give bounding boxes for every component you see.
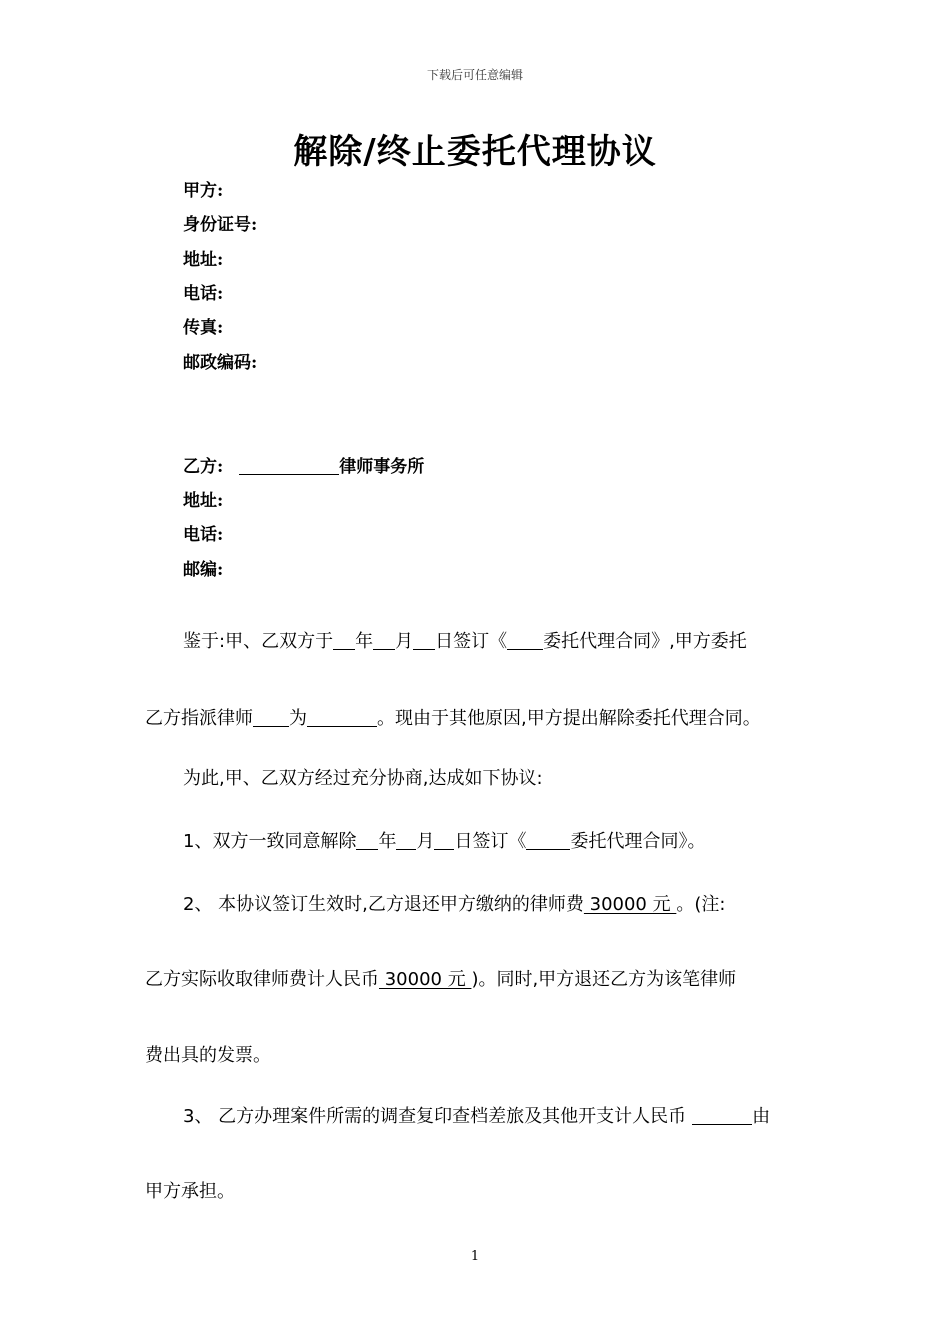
year-blank — [356, 831, 378, 850]
clause-text: 。(注: — [676, 894, 726, 915]
month-blank — [373, 631, 395, 650]
contract-type-blank — [526, 831, 570, 850]
clause-text: 委托代理合同》。 — [570, 831, 706, 852]
party-b-phone-label: 电话: — [183, 525, 224, 545]
firm-name-blank — [239, 457, 339, 475]
clause-text: 1、双方一致同意解除 — [183, 831, 357, 852]
party-a-phone-label: 电话: — [183, 284, 224, 304]
year-label: 年 — [378, 831, 397, 852]
clause-2-line-3: 费出具的发票。 — [145, 1045, 271, 1066]
clause-text: 由 — [752, 1106, 771, 1127]
clause-2-line-1 — [183, 890, 725, 916]
recital-text: 。现由于其他原因,甲方提出解除委托代理合同。 — [377, 708, 761, 729]
clause-2-line-2 — [145, 965, 736, 991]
party-b-firm-suffix: 律师事务所 — [339, 457, 425, 477]
clause-text: 3、 乙方办理案件所需的调查复印查档差旅及其他开支计人民币 — [183, 1106, 687, 1127]
clause-3-line-2: 甲方承担。 — [145, 1181, 235, 1202]
party-a-fax-label: 传真: — [183, 318, 224, 338]
recital-text: 乙方指派律师 — [145, 708, 253, 729]
matter-blank — [307, 708, 377, 727]
document-title: 解除/终止委托代理协议 — [293, 132, 657, 172]
party-b-name-line — [183, 452, 424, 477]
agreement-lead: 为此,甲、乙双方经过充分协商,达成如下协议: — [183, 768, 543, 789]
clause-text: 乙方实际收取律师费计人民币 — [145, 969, 379, 990]
lawyer-blank — [253, 708, 289, 727]
month-blank — [396, 831, 416, 850]
party-a-name-label: 甲方: — [183, 181, 224, 201]
year-blank — [333, 631, 355, 650]
party-a-address-label: 地址: — [183, 250, 224, 270]
recital-line-1 — [183, 627, 747, 653]
refund-fee-value: 30000 元 — [583, 894, 677, 915]
recital-text: 鉴于:甲、乙双方于 — [183, 631, 334, 652]
party-b-address-label: 地址: — [183, 491, 224, 511]
day-blank — [413, 631, 435, 650]
clause-1 — [183, 827, 705, 853]
day-label: 日签订《 — [435, 631, 508, 652]
page-header-note: 下载后可任意编辑 — [426, 68, 523, 82]
contract-text: 委托代理合同》,甲方委托 — [543, 631, 747, 652]
recital-text: 为 — [289, 708, 307, 729]
party-a-postcode-label: 邮政编码: — [183, 353, 258, 373]
contract-type-blank — [507, 631, 543, 650]
month-label: 月 — [395, 631, 414, 652]
collected-fee-value: 30000 元 — [379, 969, 472, 990]
party-b-name-label: 乙方: — [183, 457, 224, 477]
expense-amount-blank — [692, 1106, 752, 1125]
month-label: 月 — [416, 831, 435, 852]
day-label: 日签订《 — [454, 831, 527, 852]
party-b-postcode-label: 邮编: — [183, 560, 224, 580]
clause-text: )。同时,甲方退还乙方为该笔律师 — [471, 969, 737, 990]
page-number: 1 — [470, 1249, 480, 1264]
clause-3-line-1 — [183, 1102, 770, 1128]
party-a-id-label: 身份证号: — [183, 215, 258, 235]
recital-line-2 — [145, 704, 761, 730]
day-blank — [434, 831, 454, 850]
clause-text: 2、 本协议签订生效时,乙方退还甲方缴纳的律师费 — [183, 894, 584, 915]
year-label: 年 — [355, 631, 374, 652]
